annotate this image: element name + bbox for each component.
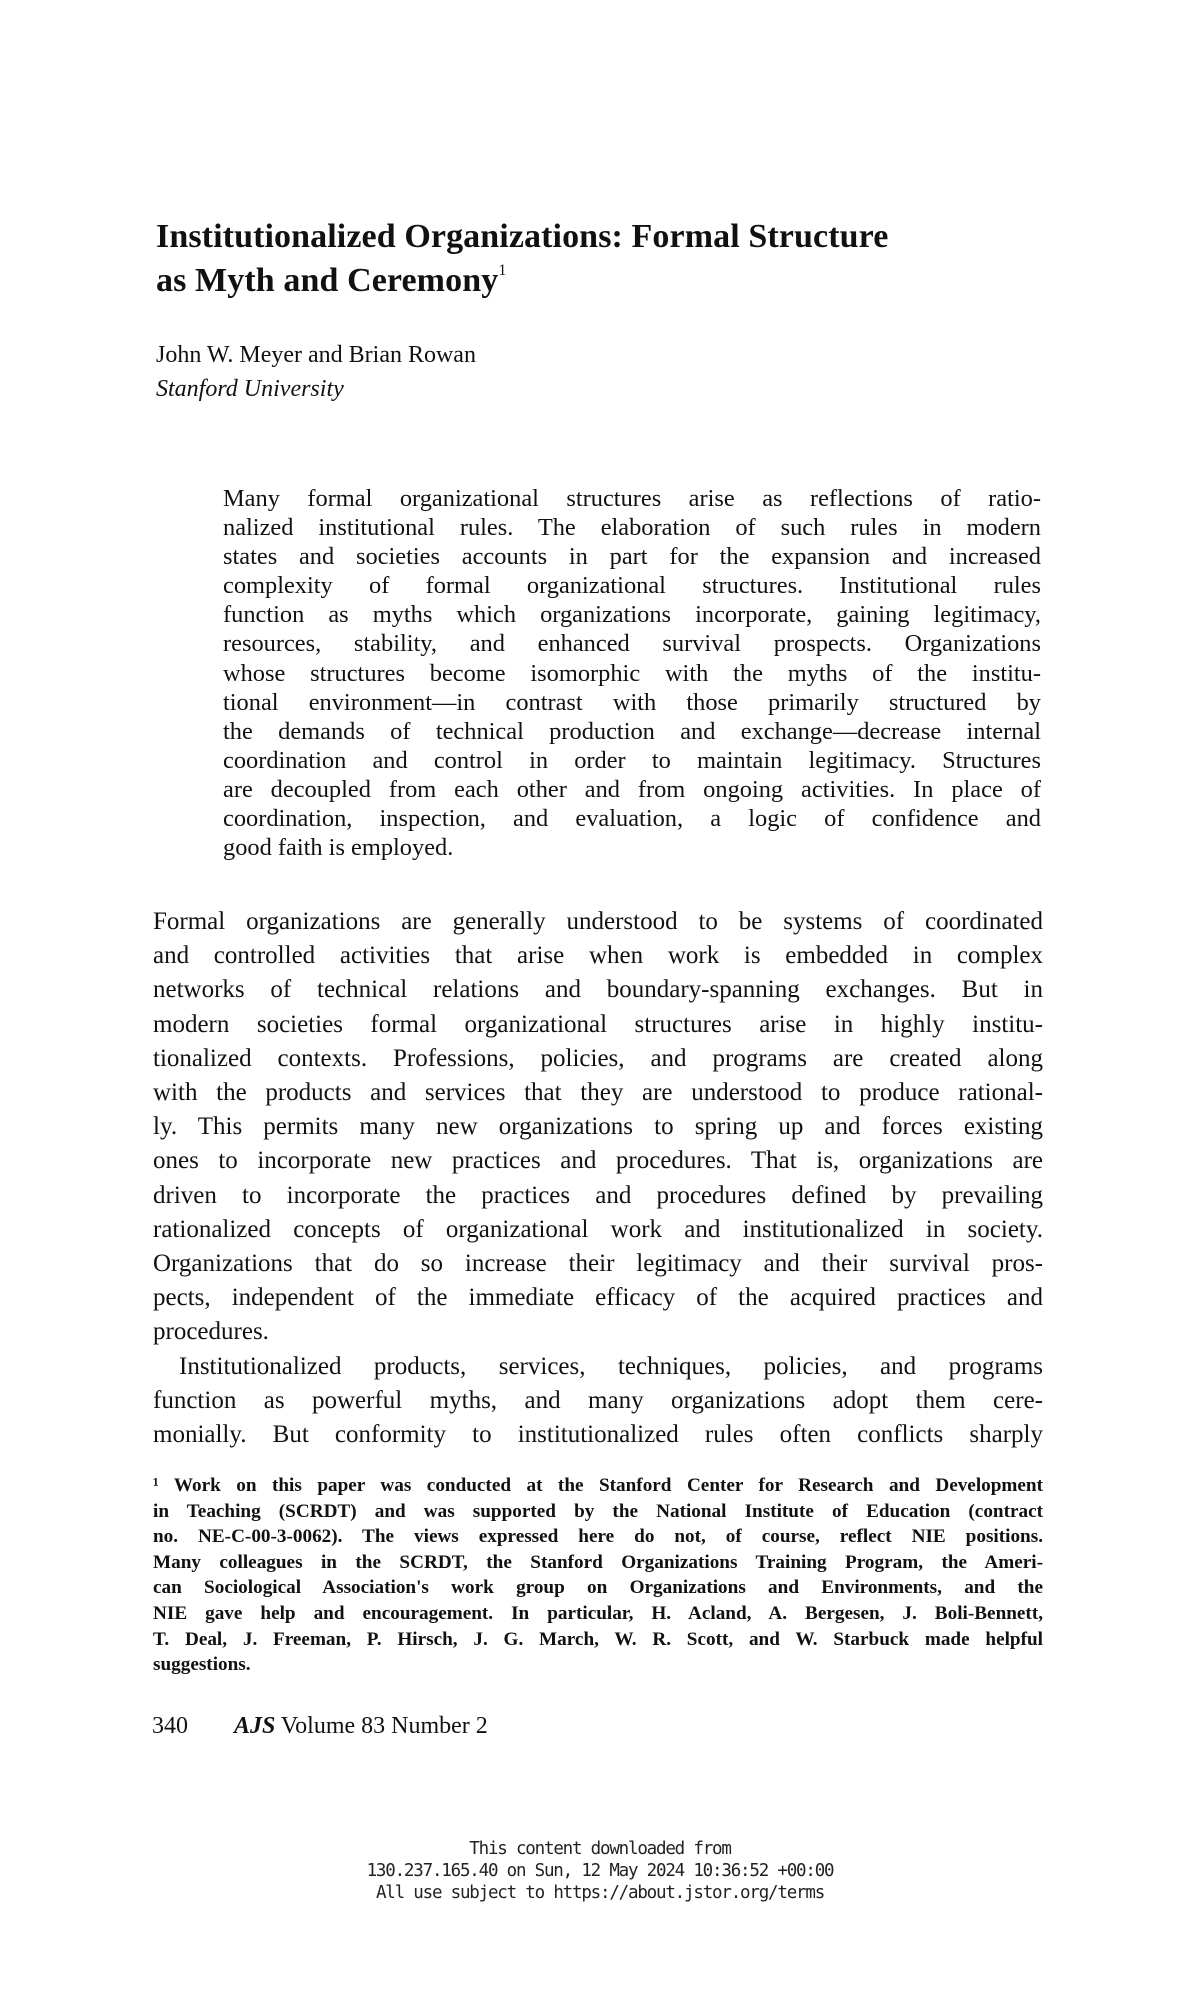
- page-footer: [152, 1711, 488, 1741]
- body-line: Institutionalized products, services, techniques, policies, and programs: [179, 1352, 1043, 1380]
- abstract-line: states and societies accounts in part for the expansion and increased: [223, 543, 1041, 571]
- body-line: modern societies formal organizational structures arise in highly institu-: [153, 1010, 1043, 1038]
- body-line: monially. But conformity to institutionalized rules often conflicts sharply: [153, 1421, 1043, 1449]
- footnote-line: Many colleagues in the SCRDT, the Stanford Organizations Training Program, the Ameri-: [153, 1551, 1043, 1573]
- footnote: [153, 1473, 1043, 1678]
- body-line: pects, independent of the immediate efficacy of the acquired practices and: [153, 1284, 1043, 1312]
- abstract-line: resources, stability, and enhanced survival prospects. Organizations: [223, 630, 1041, 658]
- abstract-line: function as myths which organizations incorporate, gaining legitimacy,: [223, 601, 1041, 629]
- footnote-line: suggestions.: [153, 1654, 251, 1676]
- article-title: [156, 215, 1056, 303]
- footnote-line: NIE gave help and encouragement. In particular, H. Acland, A. Bergesen, J. Boli-Bennett,: [153, 1602, 1043, 1624]
- abstract-line: nalized institutional rules. The elaboration of such rules in modern: [223, 514, 1041, 542]
- body-line: networks of technical relations and boundary-spanning exchanges. But in: [153, 976, 1043, 1004]
- footnote-line: in Teaching (SCRDT) and was supported by the National Institute of Education (contract: [153, 1500, 1043, 1522]
- footnote-line: no. NE-C-00-3-0062). The views expressed here do not, of course, reflect NIE positions.: [153, 1526, 1043, 1548]
- abstract-line: Many formal organizational structures arise as reflections of ratio-: [223, 485, 1041, 512]
- abstract-line: are decoupled from each other and from ongoing activities. In place of: [223, 775, 1041, 803]
- body-line: Organizations that do so increase their legitimacy and their survival pros-: [153, 1250, 1043, 1278]
- body-line: and controlled activities that arise when work is embedded in complex: [153, 942, 1043, 970]
- body-line: procedures.: [153, 1318, 269, 1346]
- footnote-line: ¹ Work on this paper was conducted at the Stanford Center for Research and Development: [153, 1475, 1043, 1496]
- volume-issue: Volume 83 Number 2: [275, 1713, 488, 1739]
- body-line: Formal organizations are generally understood to be systems of coordinated: [153, 908, 1043, 935]
- download-notice-line-2: 130.237.165.40 on Sun, 12 May 2024 10:36:52 +00:00: [366, 1861, 834, 1881]
- download-notice-line-1: This content downloaded from: [469, 1839, 731, 1859]
- abstract-line: whose structures become isomorphic with the myths of the institu-: [223, 659, 1041, 687]
- abstract-line: the demands of technical production and exchange—decrease internal: [223, 717, 1041, 745]
- title-line-1: Institutionalized Organizations: Formal Structure: [156, 218, 889, 255]
- footnote-line: T. Deal, J. Freeman, P. Hirsch, J. G. March, W. R. Scott, and W. Starbuck made helpful: [153, 1628, 1043, 1650]
- journal-abbreviation: AJS: [234, 1713, 276, 1739]
- body-line: ly. This permits many new organizations to spring up and forces existing: [153, 1113, 1043, 1141]
- title-footnote-marker: 1: [498, 262, 507, 279]
- body-line: driven to incorporate the practices and procedures defined by prevailing: [153, 1181, 1043, 1209]
- body-line: rationalized concepts of organizational work and institutionalized in society.: [153, 1215, 1043, 1243]
- page-number: 340: [152, 1713, 188, 1739]
- title-line-2: as Myth and Ceremony: [156, 262, 499, 299]
- body-line: with the products and services that they are understood to produce rational-: [153, 1079, 1043, 1107]
- body-text: [153, 905, 1043, 1452]
- abstract-line: tional environment—in contrast with those primarily structured by: [223, 688, 1041, 716]
- author-names: John W. Meyer and Brian Rowan: [156, 342, 476, 368]
- body-line: tionalized contexts. Professions, policies, and programs are created along: [153, 1044, 1043, 1072]
- footnote-line: can Sociological Association's work group on Organizations and Environments, and the: [153, 1577, 1043, 1599]
- abstract-line: complexity of formal organizational structures. Institutional rules: [223, 572, 1041, 600]
- download-notice: [300, 1838, 900, 1904]
- author-affiliation: Stanford University: [156, 376, 344, 402]
- body-line: ones to incorporate new practices and procedures. That is, organizations are: [153, 1147, 1043, 1175]
- abstract-line: good faith is employed.: [223, 834, 454, 862]
- body-line: function as powerful myths, and many organizations adopt them cere-: [153, 1386, 1043, 1414]
- abstract: [223, 484, 1041, 862]
- abstract-line: coordination and control in order to maintain legitimacy. Structures: [223, 746, 1041, 774]
- download-notice-line-3: All use subject to https://about.jstor.org/terms: [375, 1883, 825, 1903]
- abstract-line: coordination, inspection, and evaluation, a logic of confidence and: [223, 805, 1041, 833]
